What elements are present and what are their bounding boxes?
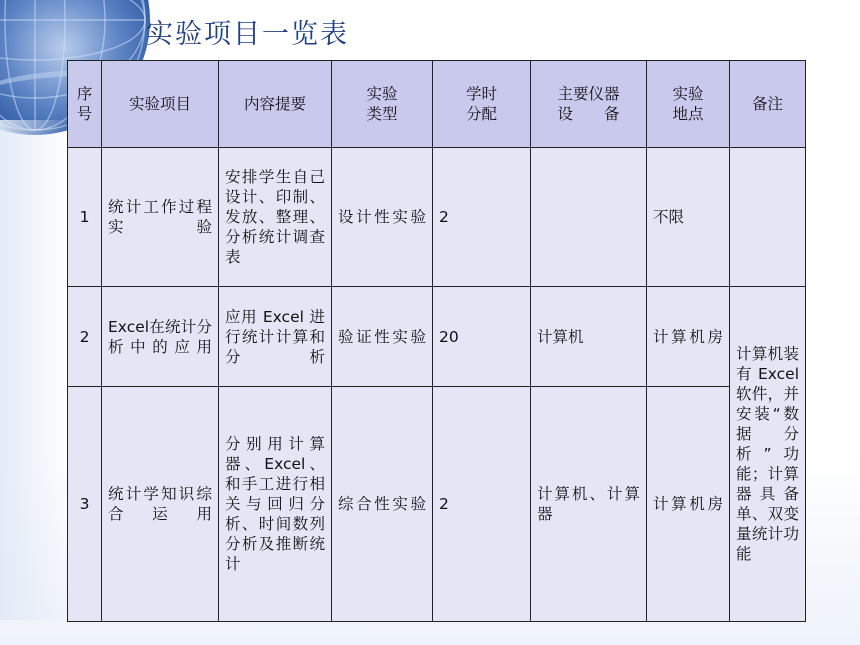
header-equipment: 主要仪器 设 备 [531, 61, 647, 148]
cell-equipment: 计算机、计算器 [531, 387, 647, 622]
cell-content: 分别用计算器、Excel、和手工进行相关与回归分析、时间数列分析及推断统计 [219, 387, 332, 622]
cell-project: 统计学知识综合运用 [102, 387, 219, 622]
cell-hours: 20 [433, 287, 531, 387]
cell-no: 1 [68, 148, 102, 287]
header-hours: 学时 分配 [433, 61, 531, 148]
cell-location: 不限 [647, 148, 730, 287]
cell-type: 验证性实验 [332, 287, 433, 387]
cell-notes: 计算机装有Excel软件，并安装“数据分析”功能；计算器具备单、双变量统计功能 [730, 287, 806, 622]
cell-no: 3 [68, 387, 102, 622]
cell-notes-empty [730, 148, 806, 287]
cell-equipment [531, 148, 647, 287]
cell-hours: 2 [433, 387, 531, 622]
page-title: 实验项目一览表 [146, 19, 349, 50]
table-row [68, 387, 806, 622]
experiment-table [67, 60, 806, 622]
cell-location: 计算机房 [647, 287, 730, 387]
cell-content: 应用 Excel 进行统计计算和分析 [219, 287, 332, 387]
header-no: 序 号 [68, 61, 102, 148]
cell-type: 设计性实验 [332, 148, 433, 287]
cell-content: 安排学生自己设计、印制、发放、整理、分析统计调查表 [219, 148, 332, 287]
cell-no: 2 [68, 287, 102, 387]
header-notes: 备注 [730, 61, 806, 148]
table-row [68, 148, 806, 287]
header-location: 实验 地点 [647, 61, 730, 148]
cell-equipment: 计算机 [531, 287, 647, 387]
decorative-sidebar [0, 120, 70, 620]
header-type: 实验 类型 [332, 61, 433, 148]
table-row [68, 287, 806, 387]
cell-hours: 2 [433, 148, 531, 287]
header-project: 实验项目 [102, 61, 219, 148]
cell-project: 统计工作过程实验 [102, 148, 219, 287]
cell-location: 计算机房 [647, 387, 730, 622]
header-content: 内容提要 [219, 61, 332, 148]
cell-project: Excel在统计分析中的应用 [102, 287, 219, 387]
header-row [68, 61, 806, 148]
cell-type: 综合性实验 [332, 387, 433, 622]
